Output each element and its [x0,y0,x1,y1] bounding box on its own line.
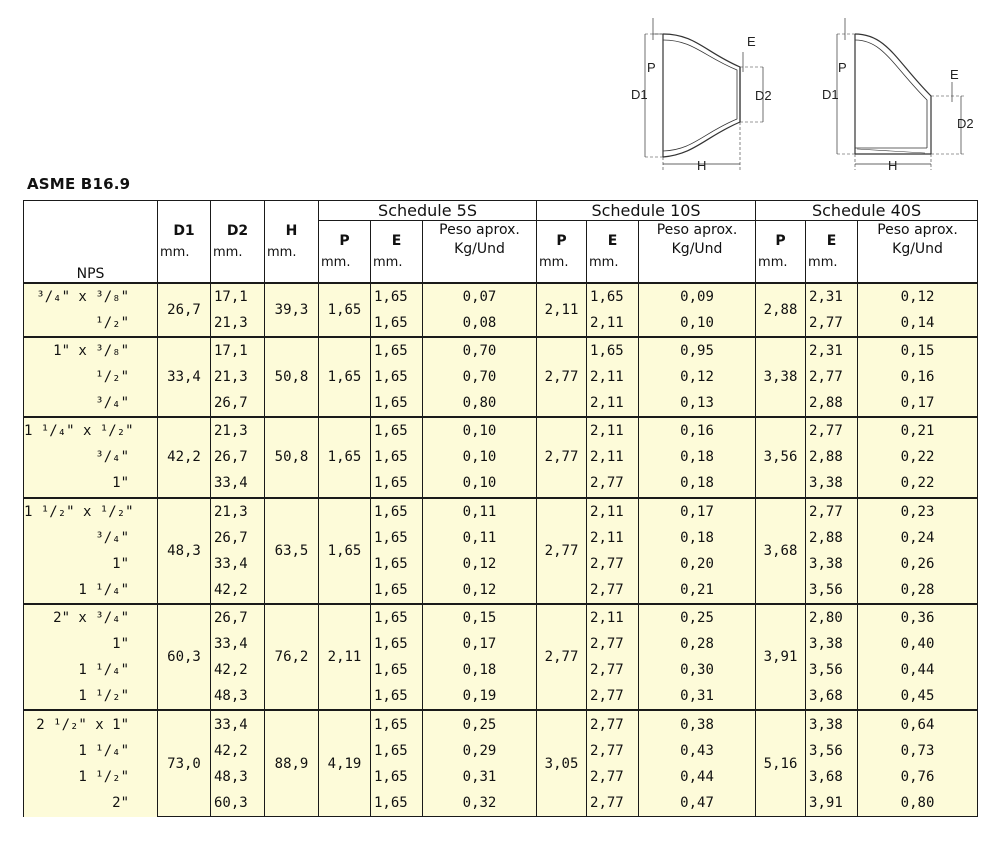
d2-cell: 21,3 [211,364,265,390]
e-40s-cell: 3,56 [806,738,858,764]
e-5s-cell: 1,65 [371,283,423,310]
e-40s-cell: 3,38 [806,631,858,657]
weight-10s-cell: 0,12 [639,364,756,390]
e-40s-cell: 3,91 [806,790,858,817]
nps-cell: 1 ¹/₄" x ¹/₂" [24,417,158,444]
h-cell: 88,9 [265,710,319,816]
weight-40s-cell: 0,36 [858,604,978,631]
label-e-1: E [747,34,756,49]
header-schedule-40s: Schedule 40S [756,201,978,221]
e-40s-cell: 3,38 [806,710,858,737]
d2-cell: 33,4 [211,631,265,657]
weight-5s-cell: 0,17 [423,631,537,657]
header-d1: D1 mm. [158,201,211,283]
e-5s-cell: 1,65 [371,683,423,710]
d2-cell: 48,3 [211,683,265,710]
label-d2-1: D2 [755,88,772,103]
nps-cell: 1 ¹/₄" [24,657,158,683]
weight-10s-cell: 0,20 [639,551,756,577]
d1-cell: 73,0 [158,710,211,816]
weight-40s-cell: 0,22 [858,444,978,470]
reducer-diagrams [625,12,995,177]
e-5s-cell: 1,65 [371,577,423,604]
e-5s-cell: 1,65 [371,390,423,417]
weight-5s-cell: 0,29 [423,738,537,764]
e-5s-cell: 1,65 [371,710,423,737]
d2-cell: 33,4 [211,470,265,497]
e-40s-cell: 2,31 [806,337,858,364]
d2-cell: 26,7 [211,604,265,631]
label-d1-2: D1 [822,87,839,102]
e-40s-cell: 2,31 [806,283,858,310]
weight-40s-cell: 0,40 [858,631,978,657]
p-10s-cell: 2,77 [537,604,587,710]
e-10s-cell: 2,77 [587,657,639,683]
e-10s-cell: 2,77 [587,738,639,764]
h-cell: 63,5 [265,498,319,604]
e-40s-cell: 3,56 [806,657,858,683]
reducer-spec-table [23,200,978,817]
label-p-1: P [647,60,656,75]
label-h-1: H [697,158,707,173]
d2-cell: 17,1 [211,283,265,310]
e-10s-cell: 1,65 [587,337,639,364]
nps-cell: 1" x ³/₈" [24,337,158,364]
e-5s-cell: 1,65 [371,525,423,551]
weight-5s-cell: 0,12 [423,577,537,604]
e-10s-cell: 2,77 [587,790,639,817]
reducer-diagram-svg [625,12,995,177]
e-5s-cell: 1,65 [371,631,423,657]
p-10s-cell: 2,77 [537,337,587,417]
label-h-2: H [888,158,898,173]
e-40s-cell: 2,88 [806,525,858,551]
e-5s-cell: 1,65 [371,310,423,337]
e-10s-cell: 2,77 [587,683,639,710]
header-weight-10s: Peso aprox. Kg/Und [639,221,756,283]
weight-10s-cell: 0,47 [639,790,756,817]
weight-5s-cell: 0,32 [423,790,537,817]
table-row [24,417,978,444]
p-40s-cell: 3,38 [756,337,806,417]
p-5s-cell: 1,65 [319,283,371,337]
weight-5s-cell: 0,25 [423,710,537,737]
p-40s-cell: 2,88 [756,283,806,337]
weight-40s-cell: 0,14 [858,310,978,337]
label-p-2: P [838,60,847,75]
weight-10s-cell: 0,18 [639,525,756,551]
weight-10s-cell: 0,09 [639,283,756,310]
e-40s-cell: 3,68 [806,764,858,790]
weight-10s-cell: 0,28 [639,631,756,657]
d2-cell: 42,2 [211,738,265,764]
e-10s-cell: 2,11 [587,364,639,390]
header-weight-5s: Peso aprox. Kg/Und [423,221,537,283]
nps-cell: 1" [24,551,158,577]
weight-10s-cell: 0,43 [639,738,756,764]
table-row [24,498,978,525]
table-row [24,710,978,737]
weight-10s-cell: 0,95 [639,337,756,364]
header-p-10s: P mm. [537,221,587,283]
e-40s-cell: 2,80 [806,604,858,631]
nps-cell: 1" [24,470,158,497]
e-10s-cell: 1,65 [587,283,639,310]
d1-cell: 60,3 [158,604,211,710]
table-body [24,283,978,817]
weight-10s-cell: 0,38 [639,710,756,737]
weight-40s-cell: 0,24 [858,525,978,551]
e-5s-cell: 1,65 [371,738,423,764]
p-40s-cell: 5,16 [756,710,806,816]
nps-cell: 1" [24,631,158,657]
weight-5s-cell: 0,31 [423,764,537,790]
nps-cell: ³/₄" x ³/₈" [24,283,158,310]
header-e-40s: E mm. [806,221,858,283]
weight-40s-cell: 0,26 [858,551,978,577]
e-10s-cell: 2,11 [587,604,639,631]
header-p-5s: P mm. [319,221,371,283]
weight-40s-cell: 0,17 [858,390,978,417]
weight-5s-cell: 0,12 [423,551,537,577]
header-e-5s: E mm. [371,221,423,283]
nps-cell: ¹/₂" [24,310,158,337]
weight-40s-cell: 0,64 [858,710,978,737]
e-40s-cell: 2,77 [806,310,858,337]
weight-10s-cell: 0,13 [639,390,756,417]
p-10s-cell: 3,05 [537,710,587,816]
weight-40s-cell: 0,80 [858,790,978,817]
weight-10s-cell: 0,10 [639,310,756,337]
nps-cell: 1 ¹/₂" [24,764,158,790]
weight-40s-cell: 0,12 [858,283,978,310]
d2-cell: 26,7 [211,444,265,470]
h-cell: 76,2 [265,604,319,710]
e-40s-cell: 3,38 [806,470,858,497]
d2-cell: 33,4 [211,710,265,737]
header-e-10s: E mm. [587,221,639,283]
weight-40s-cell: 0,16 [858,364,978,390]
e-5s-cell: 1,65 [371,657,423,683]
weight-5s-cell: 0,19 [423,683,537,710]
e-10s-cell: 2,11 [587,390,639,417]
header-schedule-10s: Schedule 10S [537,201,756,221]
p-5s-cell: 1,65 [319,498,371,604]
weight-5s-cell: 0,70 [423,364,537,390]
e-10s-cell: 2,77 [587,551,639,577]
p-10s-cell: 2,77 [537,417,587,497]
p-10s-cell: 2,11 [537,283,587,337]
p-5s-cell: 4,19 [319,710,371,816]
label-d2-2: D2 [957,116,974,131]
e-5s-cell: 1,65 [371,764,423,790]
e-5s-cell: 1,65 [371,551,423,577]
weight-5s-cell: 0,10 [423,470,537,497]
p-40s-cell: 3,91 [756,604,806,710]
weight-5s-cell: 0,15 [423,604,537,631]
e-10s-cell: 2,11 [587,417,639,444]
p-40s-cell: 3,68 [756,498,806,604]
weight-40s-cell: 0,45 [858,683,978,710]
d2-cell: 48,3 [211,764,265,790]
weight-10s-cell: 0,17 [639,498,756,525]
e-5s-cell: 1,65 [371,790,423,817]
weight-40s-cell: 0,21 [858,417,978,444]
d1-cell: 42,2 [158,417,211,497]
p-10s-cell: 2,77 [537,498,587,604]
e-5s-cell: 1,65 [371,337,423,364]
h-cell: 50,8 [265,417,319,497]
h-cell: 39,3 [265,283,319,337]
e-10s-cell: 2,77 [587,631,639,657]
nps-cell: 2 ¹/₂" x 1" [24,710,158,737]
label-d1-1: D1 [631,87,648,102]
table-row [24,604,978,631]
weight-40s-cell: 0,76 [858,764,978,790]
weight-40s-cell: 0,15 [858,337,978,364]
e-40s-cell: 3,68 [806,683,858,710]
standard-title: ASME B16.9 [27,175,131,193]
e-40s-cell: 2,77 [806,364,858,390]
weight-5s-cell: 0,80 [423,390,537,417]
d2-cell: 26,7 [211,525,265,551]
weight-5s-cell: 0,11 [423,525,537,551]
d2-cell: 42,2 [211,657,265,683]
d2-cell: 21,3 [211,498,265,525]
nps-cell: 2" x ³/₄" [24,604,158,631]
table-row [24,337,978,364]
d2-cell: 42,2 [211,577,265,604]
e-10s-cell: 2,11 [587,310,639,337]
weight-5s-cell: 0,70 [423,337,537,364]
eccentric-reducer-drawing [837,18,965,170]
e-5s-cell: 1,65 [371,498,423,525]
weight-40s-cell: 0,28 [858,577,978,604]
e-40s-cell: 2,88 [806,390,858,417]
nps-cell: ³/₄" [24,444,158,470]
e-10s-cell: 2,11 [587,525,639,551]
table-row [24,283,978,310]
header-d2: D2 mm. [211,201,265,283]
weight-40s-cell: 0,23 [858,498,978,525]
d2-cell: 33,4 [211,551,265,577]
e-10s-cell: 2,77 [587,764,639,790]
weight-10s-cell: 0,25 [639,604,756,631]
e-10s-cell: 2,11 [587,444,639,470]
weight-10s-cell: 0,16 [639,417,756,444]
e-10s-cell: 2,77 [587,710,639,737]
nps-cell: 2" [24,790,158,817]
d2-cell: 60,3 [211,790,265,817]
nps-cell: 1 ¹/₄" [24,738,158,764]
d2-cell: 26,7 [211,390,265,417]
e-40s-cell: 2,88 [806,444,858,470]
d2-cell: 21,3 [211,417,265,444]
weight-10s-cell: 0,31 [639,683,756,710]
weight-40s-cell: 0,73 [858,738,978,764]
weight-5s-cell: 0,10 [423,417,537,444]
weight-5s-cell: 0,07 [423,283,537,310]
weight-5s-cell: 0,10 [423,444,537,470]
weight-40s-cell: 0,22 [858,470,978,497]
e-5s-cell: 1,65 [371,604,423,631]
e-40s-cell: 3,56 [806,577,858,604]
nps-cell: 1 ¹/₂" x ¹/₂" [24,498,158,525]
header-schedule-5s: Schedule 5S [319,201,537,221]
e-10s-cell: 2,77 [587,577,639,604]
label-e-2: E [950,67,959,82]
e-10s-cell: 2,11 [587,498,639,525]
p-40s-cell: 3,56 [756,417,806,497]
nps-cell: ³/₄" [24,390,158,417]
weight-5s-cell: 0,11 [423,498,537,525]
d2-cell: 17,1 [211,337,265,364]
e-40s-cell: 2,77 [806,417,858,444]
e-10s-cell: 2,77 [587,470,639,497]
weight-40s-cell: 0,44 [858,657,978,683]
p-5s-cell: 2,11 [319,604,371,710]
nps-cell: 1 ¹/₄" [24,577,158,604]
d1-cell: 48,3 [158,498,211,604]
d1-cell: 26,7 [158,283,211,337]
e-40s-cell: 2,77 [806,498,858,525]
weight-10s-cell: 0,44 [639,764,756,790]
weight-10s-cell: 0,18 [639,444,756,470]
weight-10s-cell: 0,18 [639,470,756,497]
e-5s-cell: 1,65 [371,417,423,444]
weight-10s-cell: 0,30 [639,657,756,683]
nps-cell: ³/₄" [24,525,158,551]
header-nps: NPS [24,201,158,283]
e-5s-cell: 1,65 [371,444,423,470]
d2-cell: 21,3 [211,310,265,337]
nps-cell: ¹/₂" [24,364,158,390]
weight-5s-cell: 0,08 [423,310,537,337]
d1-cell: 33,4 [158,337,211,417]
e-40s-cell: 3,38 [806,551,858,577]
weight-10s-cell: 0,21 [639,577,756,604]
e-5s-cell: 1,65 [371,470,423,497]
p-5s-cell: 1,65 [319,417,371,497]
weight-5s-cell: 0,18 [423,657,537,683]
header-h: H mm. [265,201,319,283]
nps-cell: 1 ¹/₂" [24,683,158,710]
p-5s-cell: 1,65 [319,337,371,417]
header-weight-40s: Peso aprox. Kg/Und [858,221,978,283]
h-cell: 50,8 [265,337,319,417]
header-p-40s: P mm. [756,221,806,283]
e-5s-cell: 1,65 [371,364,423,390]
